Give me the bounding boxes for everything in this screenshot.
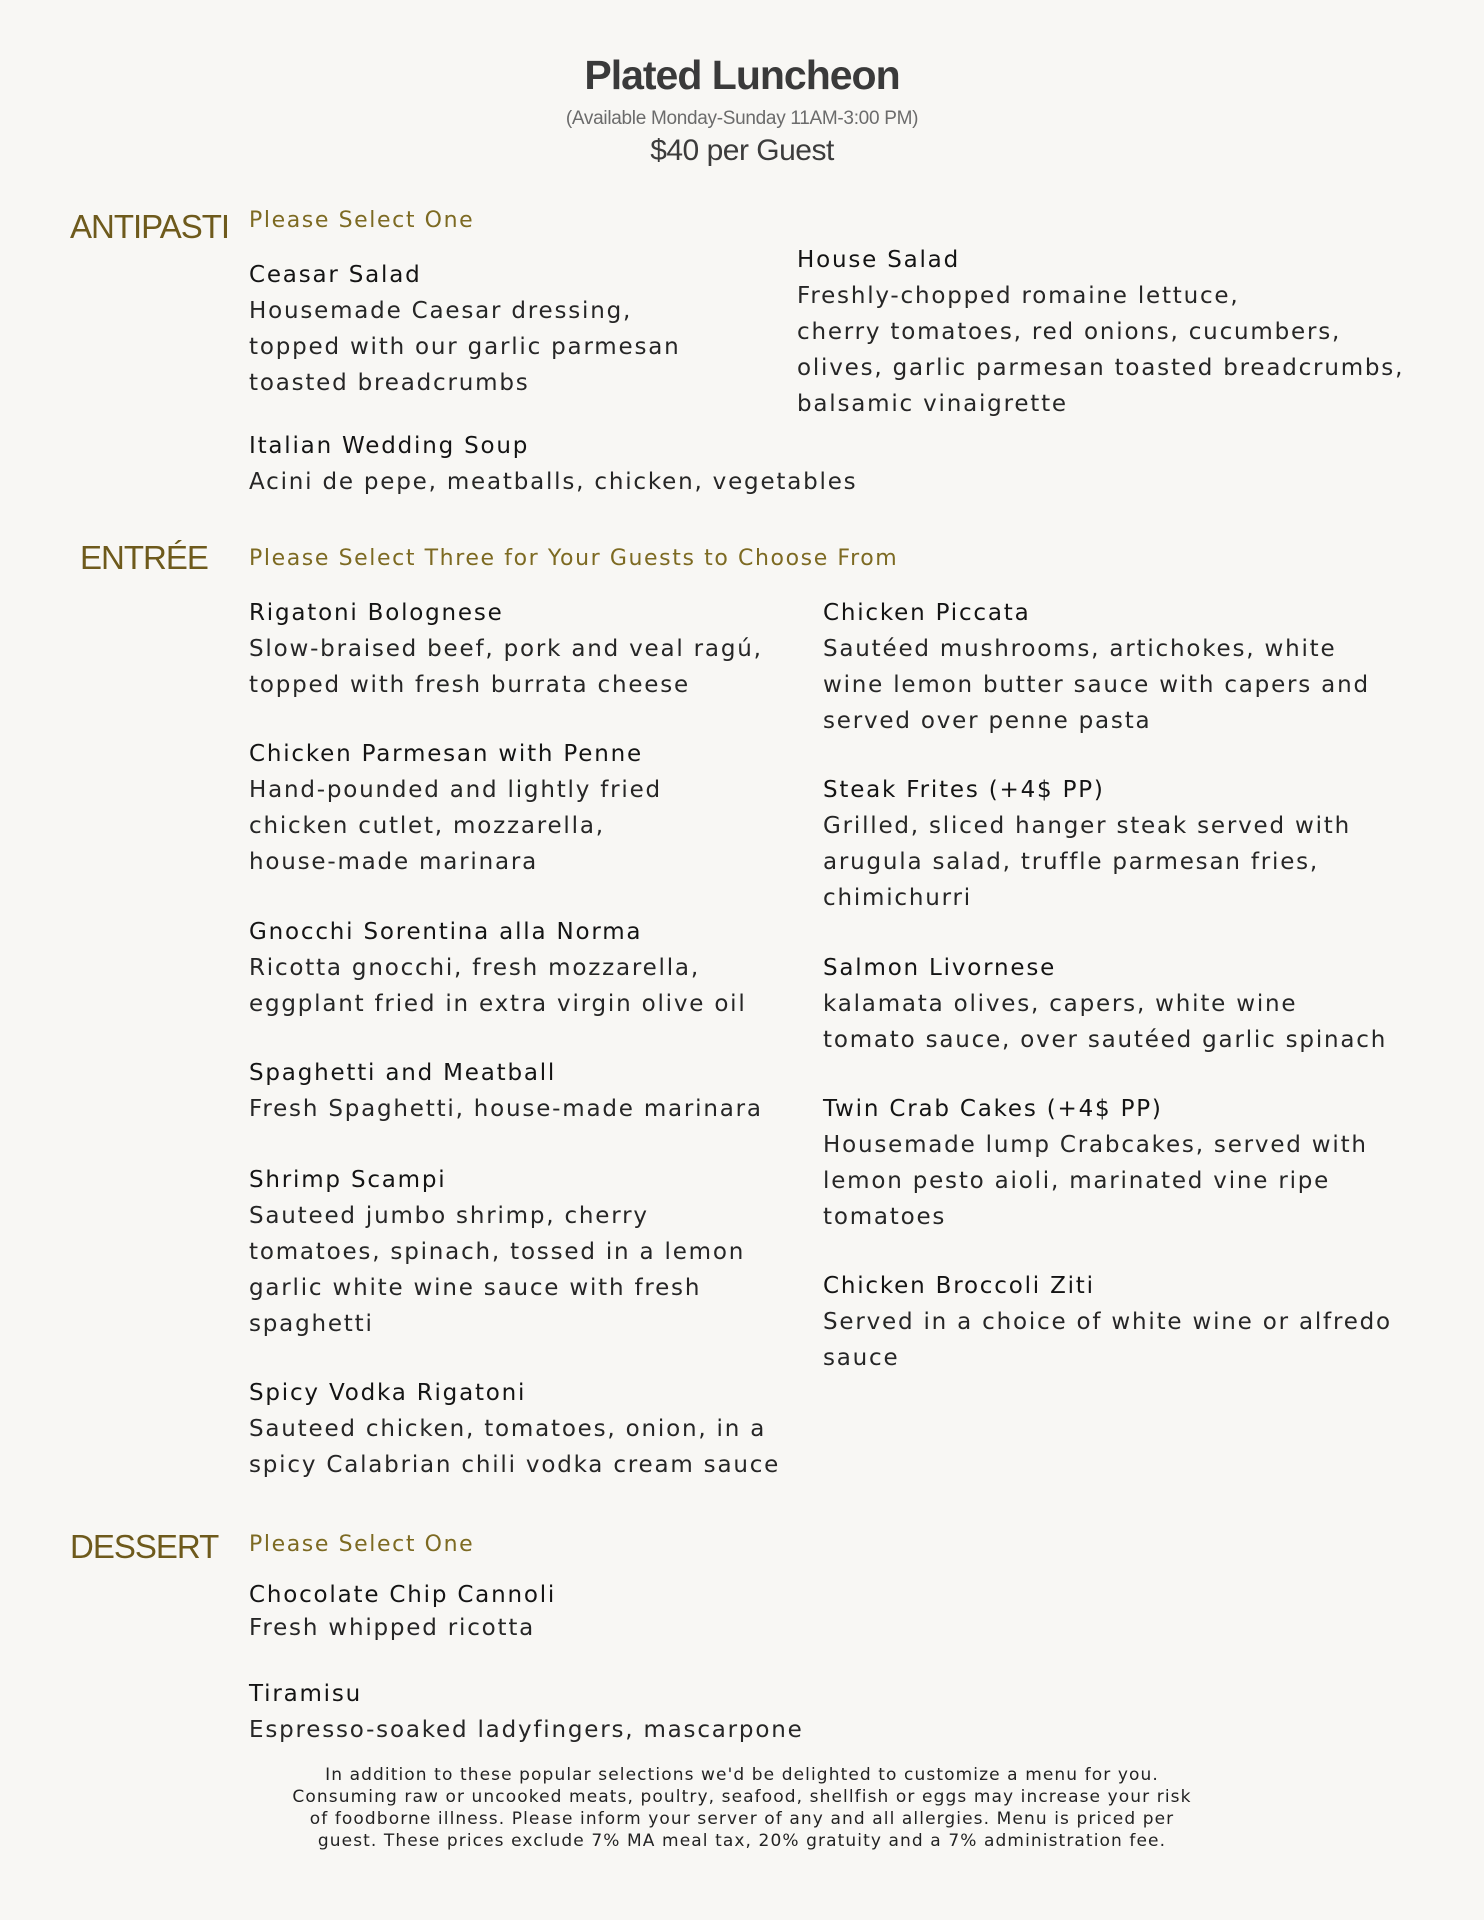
item-name: Gnocchi Sorentina alla Norma — [249, 919, 643, 945]
item-description: Fresh Spaghetti, house-made marinara — [249, 1096, 763, 1122]
dessert-instruction: Please Select One — [249, 1532, 475, 1557]
item-description: Ricotta gnocchi, fresh mozzarella, eggplant fried in extra virgin olive oil — [249, 955, 747, 1017]
item-description: Freshly-chopped romaine lettuce, cherry tomatoes, red onions, cucumbers, olives, garlic parmesan toasted breadcrumbs, balsamic vinaigrette — [797, 283, 1405, 417]
item-description: Housemade Caesar dressing, topped with our garlic parmesan toasted breadcrumbs — [249, 298, 681, 396]
item-name: Italian Wedding Soup — [249, 433, 530, 459]
item-description: Served in a choice of white wine or alfredo sauce — [823, 1309, 1392, 1371]
menu-item-shrimp-scampi — [249, 1162, 745, 1342]
item-name: Ceasar Salad — [249, 262, 422, 288]
item-name: Steak Frites (+4$ PP) — [823, 777, 1105, 803]
item-description: Espresso-soaked ladyfingers, mascarpone — [249, 1717, 804, 1743]
item-name: Shrimp Scampi — [249, 1167, 447, 1193]
item-name: Spaghetti and Meatball — [249, 1060, 557, 1086]
menu-item-tiramisu — [249, 1676, 804, 1748]
item-description: Sauteed chicken, tomatoes, onion, in a spicy Calabrian chili vodka cream sauce — [249, 1416, 781, 1478]
menu-item-chocolate-chip-cannoli — [249, 1577, 556, 1643]
menu-item-chicken-broccoli-ziti — [823, 1268, 1392, 1376]
item-description: Acini de pepe, meatballs, chicken, vegetables — [249, 469, 858, 495]
item-description: Sauteed jumbo shrimp, cherry tomatoes, spinach, tossed in a lemon garlic white wine sauce with fresh spaghetti — [249, 1203, 746, 1337]
menu-item-chicken-parmesan — [249, 736, 662, 880]
item-name: Twin Crab Cakes (+4$ PP) — [823, 1096, 1163, 1122]
item-description: kalamata olives, capers, white wine tomato sauce, over sautéed garlic spinach — [823, 991, 1388, 1053]
menu-item-caesar-salad — [249, 257, 681, 401]
item-description: Slow-braised beef, pork and veal ragú, topped with fresh burrata cheese — [249, 636, 763, 698]
section-label-dessert: DESSERT — [70, 1528, 219, 1565]
item-name: Chicken Broccoli Ziti — [823, 1273, 1095, 1299]
item-name: Rigatoni Bolognese — [249, 600, 504, 626]
price-per-guest: $40 per Guest — [650, 134, 834, 167]
item-name: Spicy Vodka Rigatoni — [249, 1380, 527, 1406]
menu-item-twin-crab-cakes — [823, 1091, 1368, 1235]
item-name: Chicken Parmesan with Penne — [249, 741, 643, 767]
item-description: Housemade lump Crabcakes, served with lemon pesto aioli, marinated vine ripe tomatoes — [823, 1132, 1368, 1230]
item-name: Salmon Livornese — [823, 955, 1057, 981]
menu-item-spicy-vodka-rigatoni — [249, 1375, 780, 1483]
section-label-antipasti: ANTIPASTI — [70, 208, 230, 245]
page-title: Plated Luncheon — [584, 52, 900, 98]
item-description: Fresh whipped ricotta — [249, 1615, 536, 1641]
availability-note: (Available Monday-Sunday 11AM-3:00 PM) — [565, 108, 919, 129]
menu-item-spaghetti-meatball — [249, 1055, 763, 1127]
item-name: Chicken Piccata — [823, 600, 1031, 626]
section-label-entree: ENTRÉE — [80, 539, 208, 576]
menu-item-chicken-piccata — [823, 595, 1370, 739]
menu-item-rigatoni-bolognese — [249, 595, 763, 703]
menu-item-gnocchi-sorentina — [249, 914, 747, 1022]
footer-disclaimer: In addition to these popular selections we'd be delighted to customize a menu for you. Consuming raw or uncooked meats, poultry, seafood, shellfish or eggs may increase your risk of foodborne illness. Please inform your server of any and all allergies. Menu is priced per guest. These prices exclude 7% MA meal tax, 20% gratuity and a 7% administration fee. — [292, 1765, 1192, 1851]
item-name: Tiramisu — [249, 1681, 363, 1707]
menu-item-steak-frites — [823, 772, 1351, 916]
menu-item-salmon-livornese — [823, 950, 1387, 1058]
antipasti-instruction: Please Select One — [249, 208, 475, 233]
entree-instruction: Please Select Three for Your Guests to Choose From — [249, 546, 899, 571]
item-name: House Salad — [797, 247, 960, 273]
menu-item-house-salad — [797, 242, 1404, 422]
item-description: Hand-pounded and lightly fried chicken cutlet, mozzarella, house-made marinara — [249, 777, 662, 875]
menu-item-italian-wedding-soup — [249, 428, 857, 500]
item-description: Grilled, sliced hanger steak served with arugula salad, truffle parmesan fries, chimichurri — [823, 813, 1351, 911]
item-name: Chocolate Chip Cannoli — [249, 1582, 557, 1608]
item-description: Sautéed mushrooms, artichokes, white wine lemon butter sauce with capers and served over penne pasta — [823, 636, 1370, 734]
